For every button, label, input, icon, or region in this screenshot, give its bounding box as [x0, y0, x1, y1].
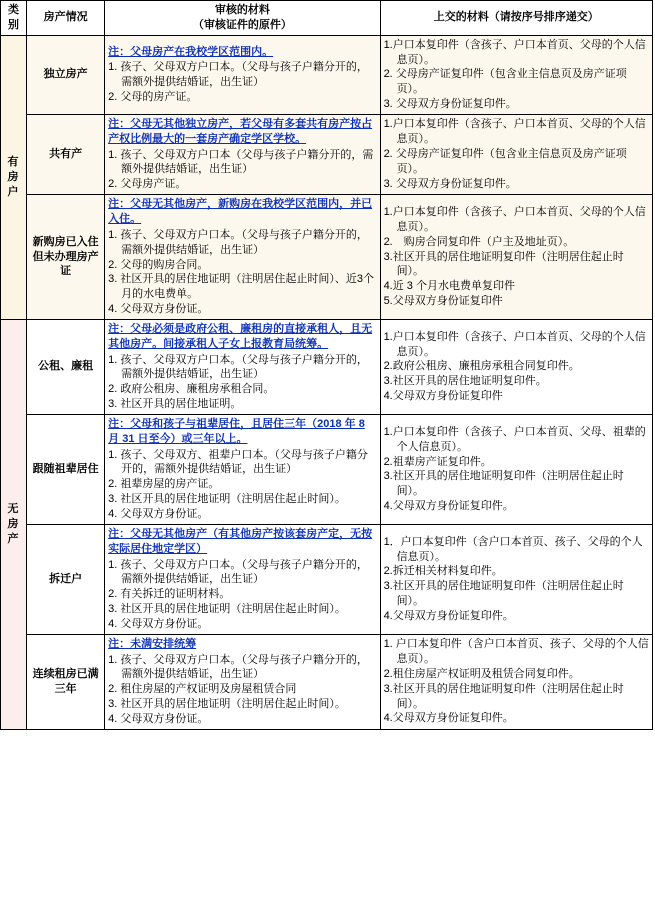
submit-item: 2. 购房合同复印件（户主及地址页）。: [383, 235, 575, 248]
submit-item: 5.父母双方身份证复印件: [383, 295, 503, 308]
submit-item: 2. 父母房产证复印件（包含业主信息页及房产证项页）。: [383, 68, 627, 96]
submit-item: 1.户口本复印件（含孩子、户口本首页、父母、祖辈的个人信息页）。: [383, 425, 646, 453]
review-item: 2. 父母房产证。: [108, 178, 187, 191]
table-row: [1, 319, 653, 414]
submit-item: 2.政府公租房、廉租房承租合同复印件。: [383, 360, 580, 373]
submit-item: 1.户口本复印件（含孩子、户口本首页、父母的个人信息页）。: [383, 330, 646, 358]
table-row: [1, 35, 653, 114]
review-cell: [105, 524, 380, 634]
review-item: 1. 孩子、父母双方户口本。（父母与孩子户籍分开的，需额外提供结婚证，出生证）: [108, 61, 368, 89]
review-cell: [105, 195, 380, 320]
submit-item: 3. 父母双方身份证复印件。: [383, 98, 517, 111]
submit-item: 3.社区开具的居住地证明复印件（注明居住起止时间）。: [383, 580, 624, 608]
submit-item: 4.父母双方身份证复印件。: [383, 712, 514, 725]
review-note: 注：父母必须是政府公租、廉租房的直接承租人，且无其他房产。间接承租人子女上报教育局统筹。: [108, 322, 373, 350]
review-item: 1. 孩子、父母双方户口本。（父母与孩子户籍分开的，需额外提供结婚证，出生证）: [108, 558, 368, 586]
table-row: [1, 114, 653, 194]
submit-item: 3.社区开具的居住地证明复印件（注明居住起止时间）。: [383, 250, 624, 278]
category-cell-none: 无房产: [1, 319, 27, 729]
submit-item: 3. 父母双方身份证复印件。: [383, 177, 517, 190]
review-item: 2. 祖辈房屋的房产证。: [108, 478, 220, 491]
review-note: 注：父母无其他房产（有其他房产按该套房产定，无按实际居住地定学区）: [108, 527, 373, 555]
review-item: 1. 孩子、父母双方户口本（父母与孩子户籍分开的，需额外提供结婚证，出生证）: [108, 148, 374, 176]
review-item: 3. 社区开具的居住地证明（注明居住起止时间）。: [108, 603, 346, 616]
review-item: 2. 父母的房产证。: [108, 91, 198, 104]
review-cell: [105, 35, 380, 114]
submit-cell: [380, 35, 652, 114]
review-item: 2. 有关拆迁的证明材料。: [108, 588, 231, 601]
type-cell: 共有产: [27, 114, 105, 194]
category-cell-have: 有房户: [1, 35, 27, 319]
review-note: 注：父母和孩子与祖辈居住，且居住三年（2018 年 8 月 31 日至今）或三年以上。: [108, 417, 365, 445]
submit-item: 2.租住房屋产权证明及租赁合同复印件。: [383, 667, 580, 680]
submit-item: 2. 父母房产证复印件（包含业主信息页及房产证项页）。: [383, 148, 627, 175]
submit-cell: [380, 319, 652, 414]
review-cell: [105, 114, 380, 194]
table-row: [1, 634, 653, 729]
review-item: 2. 父母的购房合同。: [108, 258, 209, 271]
submit-item: 4.父母双方身份证复印件。: [383, 500, 514, 513]
submit-item: 1.户口本复印件（含孩子、户口本首页、父母的个人信息页）。: [383, 118, 646, 146]
review-item: 1. 孩子、父母双方、祖辈户口本。（父母与孩子户籍分开的，需额外提供结婚证，出生证）: [108, 448, 368, 476]
submit-item: 3.社区开具的居住地证明复印件。: [383, 375, 547, 388]
review-item: 3. 社区开具的居住地证明（注明居住起止时间）。: [108, 493, 346, 506]
review-item: 2. 政府公租房、廉租房承租合同。: [108, 383, 275, 396]
submit-item: 4.近 3 个月水电费单复印件: [383, 280, 515, 293]
review-item: 3. 社区开具的居住地证明（注明居住起止时间）。: [108, 698, 346, 711]
table-row: [1, 195, 653, 320]
review-cell: [105, 414, 380, 524]
submit-item: 3.社区开具的居住地证明复印件（注明居住起止时间）。: [383, 470, 624, 498]
type-cell: 新购房已入住但未办理房产证: [27, 195, 105, 320]
submit-cell: [380, 195, 652, 320]
review-item: 4. 父母双方身份证。: [108, 617, 209, 630]
submit-item: 1.户口本复印件（含孩子、户口本首页、父母的个人信息页）。: [383, 38, 646, 66]
review-cell: [105, 319, 380, 414]
header-type: 房产情况: [27, 1, 105, 36]
review-item: 2. 租住房屋的产权证明及房屋租赁合同: [108, 683, 297, 696]
review-item: 3. 社区开具的居住地证明（注明居住起止时间）、近3个月的水电费单。: [108, 273, 374, 301]
review-item: 1. 孩子、父母双方户口本。（父母与孩子户籍分开的，需额外提供结婚证，出生证）: [108, 653, 368, 681]
submit-item: 4.父母双方身份证复印件: [383, 390, 503, 403]
type-cell: 连续租房已满三年: [27, 634, 105, 729]
review-note: 注：父母房产在我校学区范围内。: [108, 45, 274, 58]
submit-item: 3.社区开具的居住地证明复印件（注明居住起止时间）。: [383, 682, 624, 710]
review-note: 注：父母无其他房产，新购房在我校学区范围内，并已入住。: [108, 198, 373, 225]
submit-cell: [380, 414, 652, 524]
submit-item: 1. 户口本复印件（含户口本首页、孩子、父母的个人信息页）。: [383, 638, 649, 666]
header-submit: 上交的材料（请按序号排序递交）: [380, 1, 652, 36]
review-item: 4. 父母双方身份证。: [108, 303, 209, 316]
review-item: 4. 父母双方身份证。: [108, 508, 209, 520]
submit-item: 2.拆迁相关材料复印件。: [383, 565, 503, 578]
review-item: 4. 父母双方身份证。: [108, 712, 209, 725]
table-row: [1, 524, 653, 634]
submit-cell: [380, 114, 652, 194]
review-note: 注：未满安排统筹: [108, 637, 197, 650]
type-cell: 拆迁户: [27, 524, 105, 634]
submit-cell: [380, 524, 652, 634]
table-row: [1, 414, 653, 524]
review-item: 1. 孩子、父母双方户口本。（父母与孩子户籍分开的，需额外提供结婚证，出生证）: [108, 228, 368, 256]
submit-item: 4.父母双方身份证复印件。: [383, 609, 514, 622]
review-item: 3. 社区开具的居住地证明。: [108, 398, 242, 411]
review-note: 注：父母无其他独立房产，若父母有多套共有房产按占产权比例最大的一套房产确定学区学校。: [108, 117, 373, 145]
review-cell: [105, 634, 380, 729]
header-review: 审核的材料 （审核证件的原件）: [105, 1, 380, 36]
type-cell: 独立房产: [27, 35, 105, 114]
submit-item: 2.祖辈房产证复印件。: [383, 455, 492, 468]
header-category: 类别: [1, 1, 27, 36]
table-header-row: [1, 1, 653, 36]
submit-item: 1．户口本复印件（含户口本首页、孩子、父母的个人信息页）。: [383, 535, 643, 563]
type-cell: 跟随祖辈居住: [27, 414, 105, 524]
type-cell: 公租、廉租: [27, 319, 105, 414]
submit-item: 1.户口本复印件（含孩子、户口本首页、父母的个人信息页）。: [383, 206, 646, 233]
review-item: 1. 孩子、父母双方户口本。（父母与孩子户籍分开的，需额外提供结婚证，出生证）: [108, 353, 368, 381]
submit-cell: [380, 634, 652, 729]
